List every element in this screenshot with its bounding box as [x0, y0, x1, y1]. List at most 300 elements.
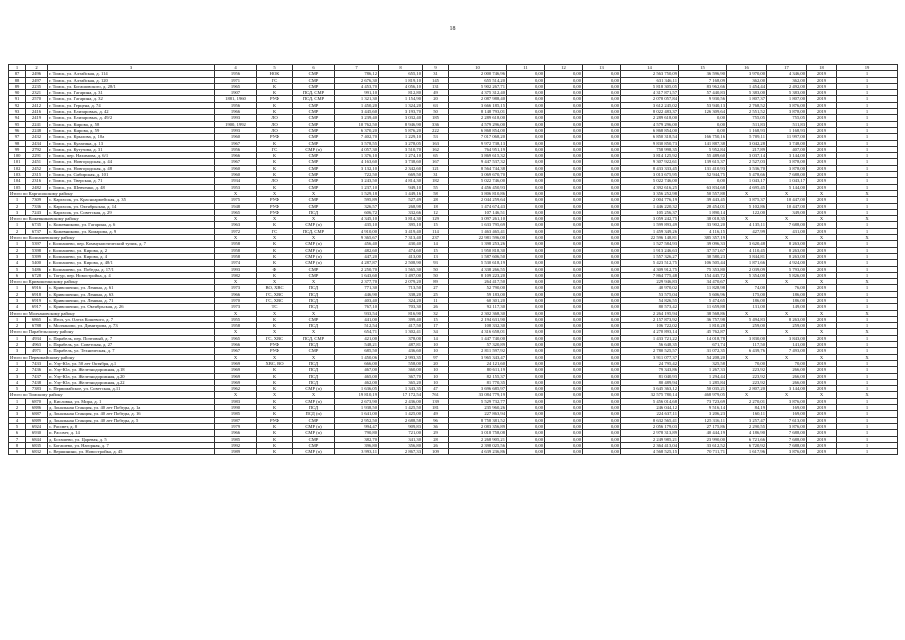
page-number: 18: [449, 26, 456, 32]
table-cell: 80 573,42: [621, 304, 679, 310]
table-cell: СМР: [293, 102, 335, 108]
table-cell: СМР: [293, 159, 335, 165]
table-cell: 2019: [807, 436, 837, 442]
table-cell: 7 017 068,20: [449, 134, 507, 140]
table-cell: 1 324,20: [379, 102, 423, 108]
table-cell: 413,00: [379, 253, 423, 259]
table-cell: 1 294,44: [679, 373, 727, 379]
table-cell: 0,00: [507, 342, 545, 348]
table-cell: 0,00: [545, 430, 583, 436]
table-cell: 2: [9, 405, 26, 411]
table-cell: 3 257,47: [727, 417, 767, 423]
table-cell: 2 270,01: [727, 398, 767, 404]
table-cell: Х: [257, 279, 293, 285]
table-cell: 15: [423, 222, 449, 228]
table-cell: 2434: [26, 140, 48, 146]
table-cell: 0,00: [507, 184, 545, 190]
table-cell: 2 993,35: [379, 354, 423, 360]
table-cell: 1: [837, 241, 898, 247]
table-cell: 63 834,68: [679, 184, 727, 190]
table-cell: 2792: [26, 146, 48, 152]
table-row: [9, 449, 898, 455]
table-cell: 9: [423, 65, 449, 71]
table-cell: 994,47: [335, 423, 379, 429]
table-cell: 949,10: [379, 184, 423, 190]
table-cell: д. Зональная Станция, ул. 40 лет Победы, д. 1а: [48, 405, 215, 411]
table-cell: 1973: [215, 285, 257, 291]
table-cell: 264 417,50: [449, 279, 507, 285]
table-cell: 0,00: [583, 178, 621, 184]
table-cell: 1956: [215, 102, 257, 108]
table-cell: 0,00: [545, 386, 583, 392]
table-cell: 3 013 675,95: [621, 172, 679, 178]
table-cell: 259,00: [767, 323, 807, 329]
table-cell: 0,00: [583, 367, 621, 373]
table-cell: 655 514,20: [449, 77, 507, 83]
table-cell: СМР (п): [293, 398, 335, 404]
table-cell: 3: [9, 297, 26, 303]
table-cell: 1966: [215, 109, 257, 115]
table-cell: 0,00: [507, 335, 545, 341]
table-cell: СМР: [293, 109, 335, 115]
table-cell: 0,00: [507, 127, 545, 133]
table-cell: 1 321,30: [335, 96, 379, 102]
table-cell: 6889: [26, 417, 48, 423]
table-cell: 223,92: [727, 379, 767, 385]
table-cell: 17 172,54: [379, 392, 423, 398]
table-cell: г. Томск, ул. Кирова, д. 59: [48, 127, 215, 133]
table-cell: 6: [9, 430, 26, 436]
table-cell: 1 871,66: [727, 260, 767, 266]
table-cell: Х: [767, 392, 807, 398]
table-cell: 1: [837, 115, 898, 121]
table-cell: ПСД, СМР: [293, 96, 335, 102]
table-cell: д. Богашево, ул. Царевая, д. 5: [48, 436, 215, 442]
table-cell: 3 510,70: [379, 146, 423, 152]
table-cell: 2 807,20: [727, 386, 767, 392]
table-cell: 5: [257, 65, 293, 71]
table-cell: 1: [837, 417, 898, 423]
table-cell: 666,00: [335, 360, 379, 366]
table-cell: 38 018,35: [679, 216, 727, 222]
table-cell: Х: [293, 329, 335, 335]
table-cell: 26: [423, 442, 449, 448]
table-cell: 467,00: [335, 367, 379, 373]
table-cell: 28: [423, 197, 449, 203]
table-cell: 6 720,92: [727, 442, 767, 448]
table-cell: 0,00: [545, 449, 583, 455]
table-cell: 0,00: [545, 153, 583, 159]
table-cell: 0,00: [583, 436, 621, 442]
table-cell: 1 807,00: [767, 96, 807, 102]
table-cell: ПСД, СМР: [293, 335, 335, 341]
table-cell: 7 688,00: [767, 442, 807, 448]
table-cell: 2412: [26, 102, 48, 108]
table-cell: 0,00: [507, 140, 545, 146]
table-cell: 139 615,37: [679, 159, 727, 165]
table-cell: 1 938,50: [335, 405, 379, 411]
table-cell: 12: [545, 65, 583, 71]
table-cell: 125 316,11: [679, 417, 727, 423]
table-cell: СМР (п): [293, 241, 335, 247]
table-cell: 1: [837, 165, 898, 171]
table-cell: п. Улу-Юл, ул. Железнодорожная, д.18: [48, 367, 215, 373]
table-cell: 0,00: [545, 247, 583, 253]
table-cell: 0,00: [545, 279, 583, 285]
table-cell: 0,00: [507, 291, 545, 297]
table-cell: 26: [423, 304, 449, 310]
table-cell: 2 264 195,94: [621, 310, 679, 316]
table-cell: 100: [9, 153, 26, 159]
table-cell: 0,00: [583, 310, 621, 316]
table-cell: 324,20: [379, 297, 423, 303]
table-cell: 3: [48, 65, 215, 71]
table-cell: 38 568,86: [679, 310, 727, 316]
table-cell: г. Колпашево, ул. Кирова, д. 48/1: [48, 260, 215, 266]
table-cell: 0,00: [545, 398, 583, 404]
table-cell: 0,00: [583, 71, 621, 77]
table-cell: 3 806 810,86: [449, 190, 507, 196]
table-cell: 0,00: [583, 197, 621, 203]
table-cell: 37 571,67: [679, 247, 727, 253]
table-cell: К: [257, 165, 293, 171]
table-cell: 55 489,60: [679, 153, 727, 159]
table-cell: 0,00: [545, 436, 583, 442]
table-cell: 2019: [807, 197, 837, 203]
table-cell: К: [257, 398, 293, 404]
table-cell: 3 876,00: [767, 449, 807, 455]
table-cell: 11: [507, 65, 545, 71]
table-cell: 81 040,93: [621, 373, 679, 379]
table-cell: Х: [257, 190, 293, 196]
table-cell: 8 263,00: [767, 253, 807, 259]
table-cell: 2 194 631,90: [449, 316, 507, 322]
table-cell: 0,00: [545, 405, 583, 411]
table-cell: с. Кривошеино, ул. Октябрьская, д. 26: [48, 304, 215, 310]
table-cell: 2482: [26, 184, 48, 190]
table-cell: 0,00: [545, 77, 583, 83]
table-cell: 2570: [26, 96, 48, 102]
table-cell: 7 688,00: [767, 430, 807, 436]
table-cell: 0,00: [545, 373, 583, 379]
table-cell: с. Парабель, ул. Техническая, д. 7: [48, 348, 215, 354]
table-cell: 2019: [807, 241, 837, 247]
table-cell: 266,00: [767, 373, 807, 379]
table-cell: 160,11: [727, 411, 767, 417]
table-cell: с. Первомайское, ул. Советская, д.11: [48, 386, 215, 392]
table-cell: 2 290,55: [727, 423, 767, 429]
table-cell: 87: [9, 71, 26, 77]
table-cell: К: [257, 184, 293, 190]
table-cell: 7 402,70: [335, 134, 379, 140]
table-cell: 1 447 740,00: [449, 335, 507, 341]
table-cell: 2019: [807, 367, 837, 373]
table-cell: 0,00: [507, 121, 545, 127]
table-cell: ЛО: [257, 178, 293, 184]
table-cell: 5 354,00: [727, 272, 767, 278]
table-cell: Х: [257, 216, 293, 222]
table-cell: 7 864 775,48: [621, 272, 679, 278]
table-cell: СМР: [293, 140, 335, 146]
table-cell: 2019: [807, 430, 837, 436]
table-cell: ПСД, СМР: [293, 228, 335, 234]
table-cell: 49: [423, 411, 449, 417]
table-cell: СМР (п): [293, 222, 335, 228]
table-cell: 0,00: [507, 297, 545, 303]
table-cell: 182: [423, 178, 449, 184]
table-cell: 2 289 618,00: [621, 115, 679, 121]
table-cell: 1: [837, 247, 898, 253]
table-cell: 1: [837, 386, 898, 392]
table-cell: 22 981 596,00: [449, 235, 507, 241]
table-cell: 2019: [807, 83, 837, 89]
table-cell: Х: [293, 190, 335, 196]
table-cell: д. Кисловка, ул. Мира, д. 1: [48, 398, 215, 404]
table-cell: 4 186,90: [727, 430, 767, 436]
table-cell: 0,00: [545, 304, 583, 310]
table-cell: 2019: [807, 335, 837, 341]
table-cell: 169,00: [767, 411, 807, 417]
table-cell: 0,00: [583, 222, 621, 228]
table-cell: 0,00: [545, 367, 583, 373]
table-cell: К: [257, 83, 293, 89]
table-cell: 1 168,93: [767, 127, 807, 133]
table-cell: 0,00: [583, 209, 621, 215]
table-cell: 1: [837, 436, 898, 442]
table-cell: 90: [9, 90, 26, 96]
table-cell: ХВС, ВО: [257, 360, 293, 366]
table-cell: 5: [9, 423, 26, 429]
table-cell: 0,00: [507, 266, 545, 272]
table-cell: 1969: [215, 367, 257, 373]
table-cell: 1: [837, 272, 898, 278]
table-cell: с. Игол, ул. Олега Кошевого, д. 7: [48, 316, 215, 322]
table-cell: 9: [9, 449, 26, 455]
table-cell: п. Улу-Юл, ул. Железнодорожная, д.20: [48, 373, 215, 379]
table-cell: 5 793,00: [767, 266, 807, 272]
table-cell: 3 993,11: [335, 449, 379, 455]
table-cell: п. Рассвет, д. 14: [48, 430, 215, 436]
table-cell: 2: [9, 247, 26, 253]
table-cell: 2 044 259,64: [449, 197, 507, 203]
table-cell: 0,00: [545, 392, 583, 398]
table-cell: 259,00: [727, 323, 767, 329]
table-cell: Х: [293, 310, 335, 316]
table-cell: 36 596,90: [679, 71, 727, 77]
table-cell: 0,00: [583, 297, 621, 303]
table-cell: 1: [9, 197, 26, 203]
table-cell: 2451: [26, 159, 48, 165]
table-cell: 2321: [26, 90, 48, 96]
table-cell: 1958: [215, 253, 257, 259]
table-cell: г. Томск, ул. Герцена, д. 74: [48, 102, 215, 108]
table-cell: 2019: [807, 253, 837, 259]
table-cell: Х: [727, 392, 767, 398]
table-cell: 54 208,20: [679, 354, 727, 360]
table-cell: 20: [423, 360, 449, 366]
table-cell: 1907: [215, 90, 257, 96]
table-cell: 0,00: [583, 323, 621, 329]
district-total-label: Итого по Кривошеинскому району: [9, 279, 215, 285]
table-cell: 169,00: [767, 405, 807, 411]
table-cell: 7 493,00: [767, 348, 807, 354]
table-cell: 18: [807, 65, 837, 71]
table-cell: ПСД: [293, 342, 335, 348]
table-cell: 36: [423, 423, 449, 429]
table-cell: 13: [423, 253, 449, 259]
table-cell: 0,00: [545, 115, 583, 121]
table-cell: 5 102,86: [727, 203, 767, 209]
table-cell: 1 433 721,22: [621, 335, 679, 341]
table-cell: ПСД: [293, 373, 335, 379]
table-cell: 1: [837, 367, 898, 373]
table-cell: 149,00: [767, 304, 807, 310]
table-cell: ГС: [257, 228, 293, 234]
table-cell: СМР (п): [293, 386, 335, 392]
table-cell: ВО, ХВС: [257, 285, 293, 291]
table-cell: 1 599 893,49: [621, 222, 679, 228]
table-cell: 6 721,66: [727, 436, 767, 442]
table-cell: К: [257, 405, 293, 411]
table-cell: 7: [335, 65, 379, 71]
table-cell: г. Томск, ул. Гагарина, д. 32: [48, 96, 215, 102]
table-cell: 167: [423, 159, 449, 165]
table-cell: 1 302,41: [379, 329, 423, 335]
table-cell: 2 039,09: [727, 266, 767, 272]
table-cell: 166 750,16: [679, 134, 727, 140]
table-cell: СМР: [293, 71, 335, 77]
table-cell: 431,00: [767, 228, 807, 234]
table-cell: 4 270 893,14: [621, 329, 679, 335]
table-cell: К: [257, 423, 293, 429]
table-cell: 378,00: [379, 335, 423, 341]
table-cell: 6917: [26, 304, 48, 310]
table-cell: 0,00: [679, 127, 727, 133]
table-cell: Х: [767, 329, 807, 335]
table-cell: 0,00: [507, 153, 545, 159]
table-cell: 3 132,10: [335, 165, 379, 171]
table-cell: 1993: [215, 115, 257, 121]
table-cell: 99: [9, 146, 26, 152]
table-cell: 0,00: [507, 367, 545, 373]
table-cell: 511,83: [727, 121, 767, 127]
table-cell: 83 962,66: [679, 83, 727, 89]
table-cell: 2019: [807, 316, 837, 322]
table-cell: 0,00: [545, 335, 583, 341]
table-cell: Х: [727, 235, 767, 241]
table-cell: 107 146,51: [449, 209, 507, 215]
table-cell: 417,50: [379, 323, 423, 329]
table-cell: 6 868 854,00: [621, 127, 679, 133]
table-cell: 0,00: [583, 115, 621, 121]
table-cell: 5 383,00: [727, 90, 767, 96]
table-cell: 2496: [26, 71, 48, 77]
table-cell: 2 083 356,89: [449, 423, 507, 429]
table-cell: 5: [9, 266, 26, 272]
table-cell: 3: [9, 209, 26, 215]
table-cell: 1 425,00: [379, 411, 423, 417]
table-cell: 2019: [807, 398, 837, 404]
table-cell: 7 688,00: [767, 172, 807, 178]
table-cell: СМР: [293, 165, 335, 171]
table-cell: г. Томск, ул. Новгородская, д. 44: [48, 159, 215, 165]
table-cell: Х: [767, 235, 807, 241]
table-cell: 10: [423, 367, 449, 373]
table-cell: СМР: [293, 266, 335, 272]
table-cell: 98: [9, 140, 26, 146]
table-cell: 3 814 125,92: [621, 153, 679, 159]
table-cell: 10: [423, 379, 449, 385]
table-cell: 7438: [26, 379, 48, 385]
table-cell: Х: [293, 216, 335, 222]
table-cell: К: [257, 272, 293, 278]
table-cell: г. Томск, ул. Богашовского, д. 28/1: [48, 83, 215, 89]
table-cell: К: [257, 90, 293, 96]
table-cell: 1 497,00: [379, 272, 423, 278]
table-cell: 11 828,98: [679, 285, 727, 291]
table-cell: 24 121,60: [449, 360, 507, 366]
table-cell: 0,00: [583, 405, 621, 411]
table-cell: п. Улу-Юл, ул. Железнодорожная, д.22: [48, 379, 215, 385]
table-cell: 2019: [807, 417, 837, 423]
table-cell: 1 454,44: [727, 83, 767, 89]
table-cell: ГС: [257, 146, 293, 152]
table-cell: 0,00: [583, 235, 621, 241]
table-cell: Х: [807, 279, 837, 285]
table-cell: 92: [9, 102, 26, 108]
table-cell: 2: [9, 228, 26, 234]
table-cell: 1: [837, 423, 898, 429]
table-cell: 1: [837, 102, 898, 108]
table-cell: 2 302 368,30: [449, 310, 507, 316]
table-cell: ПСД: [293, 209, 335, 215]
table-cell: 1966: [215, 430, 257, 436]
table-cell: 0,00: [583, 184, 621, 190]
table-cell: с. Кривошеино, ул. Ленина, д. 71: [48, 297, 215, 303]
table-cell: 482,60: [335, 247, 379, 253]
table-cell: 0,00: [583, 96, 621, 102]
table-cell: 427,99: [727, 228, 767, 234]
table-cell: 0,00: [583, 134, 621, 140]
table-cell: 5 606,96: [679, 291, 727, 297]
table-cell: 771,30: [335, 285, 379, 291]
table-cell: 2 249 985,21: [621, 436, 679, 442]
table-cell: 2019: [807, 272, 837, 278]
table-cell: Х: [215, 216, 257, 222]
table-cell: СМР: [293, 436, 335, 442]
table-cell: Х: [837, 235, 898, 241]
table-cell: 349,00: [767, 209, 807, 215]
table-cell: 2019: [807, 159, 837, 165]
table-cell: 10: [449, 65, 507, 71]
table-cell: 186,00: [767, 291, 807, 297]
table-cell: 36 757,98: [679, 316, 727, 322]
table-cell: 96: [423, 417, 449, 423]
table-cell: 2019: [807, 127, 837, 133]
table-cell: 3 869 615,32: [449, 153, 507, 159]
table-cell: 3 239,40: [335, 115, 379, 121]
table-cell: 105: [9, 184, 26, 190]
table-cell: 0,00: [545, 379, 583, 385]
table-cell: 332,66: [379, 209, 423, 215]
table-cell: 229 946,83: [621, 279, 679, 285]
table-cell: 1 398 253,26: [449, 241, 507, 247]
table-cell: 1969: [215, 379, 257, 385]
table-cell: 1979: [215, 423, 257, 429]
table-cell: 3 445,60: [335, 109, 379, 115]
table-cell: 10 447,00: [767, 203, 807, 209]
table-cell: 6737: [26, 228, 48, 234]
